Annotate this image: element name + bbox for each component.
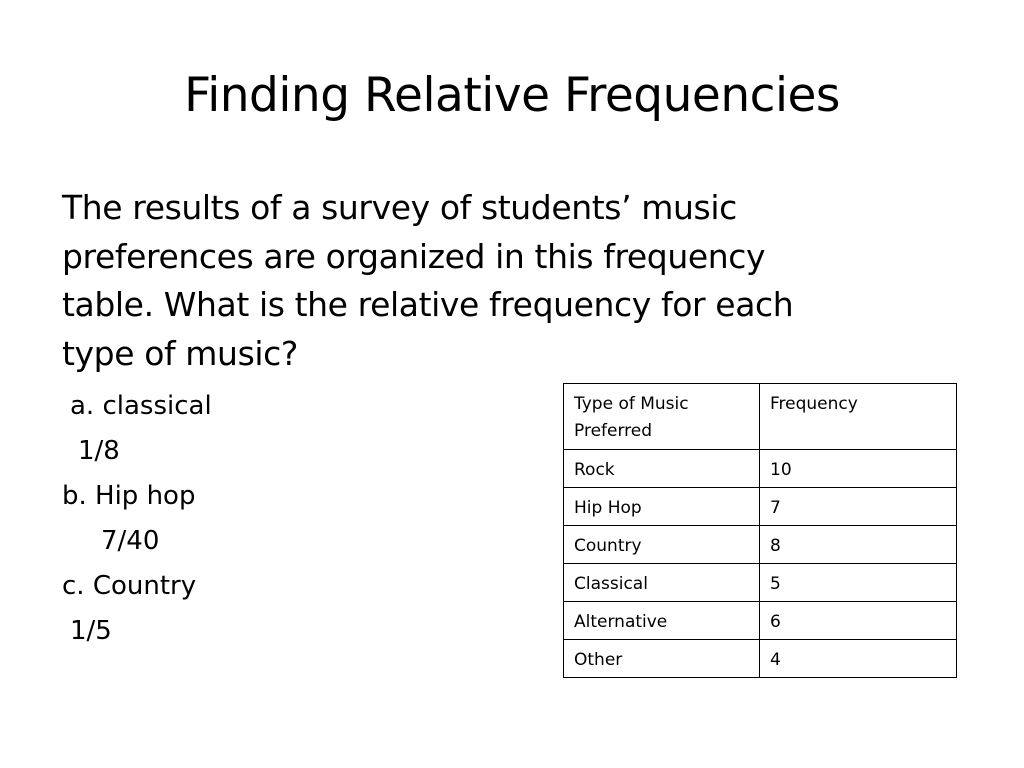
table-row: [564, 450, 957, 488]
answer-c-label: c. Country: [62, 571, 197, 601]
cell-music-type: Alternative: [564, 602, 760, 640]
question-text: [62, 184, 962, 378]
question-line: type of music?: [62, 333, 298, 373]
table-header-row: [564, 384, 957, 450]
cell-music-type: Other: [564, 640, 760, 678]
cell-music-type: Hip Hop: [564, 488, 760, 526]
cell-music-type: Country: [564, 526, 760, 564]
cell-frequency: 8: [760, 526, 957, 564]
question-line: The results of a survey of students’ music: [62, 188, 737, 227]
answer-a-label: a. classical: [70, 391, 212, 421]
cell-frequency: 5: [760, 564, 957, 602]
answer-c-value: 1/5: [70, 616, 112, 646]
table-row: [564, 488, 957, 526]
table-row: [564, 526, 957, 564]
cell-frequency: 4: [760, 640, 957, 678]
answers-list: [0, 384, 212, 654]
answer-b-label: b. Hip hop: [62, 481, 196, 511]
frequency-table: [563, 383, 957, 678]
cell-music-type: Classical: [564, 564, 760, 602]
question-line: table. What is the relative frequency for each: [62, 285, 794, 324]
cell-music-type: Rock: [564, 450, 760, 488]
answer-a-value: 1/8: [78, 436, 120, 466]
table-row: [564, 640, 957, 678]
answer-b-value: 7/40: [101, 526, 160, 556]
header-music-type: Type of Music Preferred: [564, 384, 760, 450]
cell-frequency: 7: [760, 488, 957, 526]
question-line: preferences are organized in this frequency: [62, 236, 766, 276]
table-row: [564, 602, 957, 640]
cell-frequency: 10: [760, 450, 957, 488]
header-frequency: Frequency: [760, 384, 957, 450]
slide-title: Finding Relative Frequencies: [184, 68, 840, 123]
cell-frequency: 6: [760, 602, 957, 640]
table-row: [564, 564, 957, 602]
